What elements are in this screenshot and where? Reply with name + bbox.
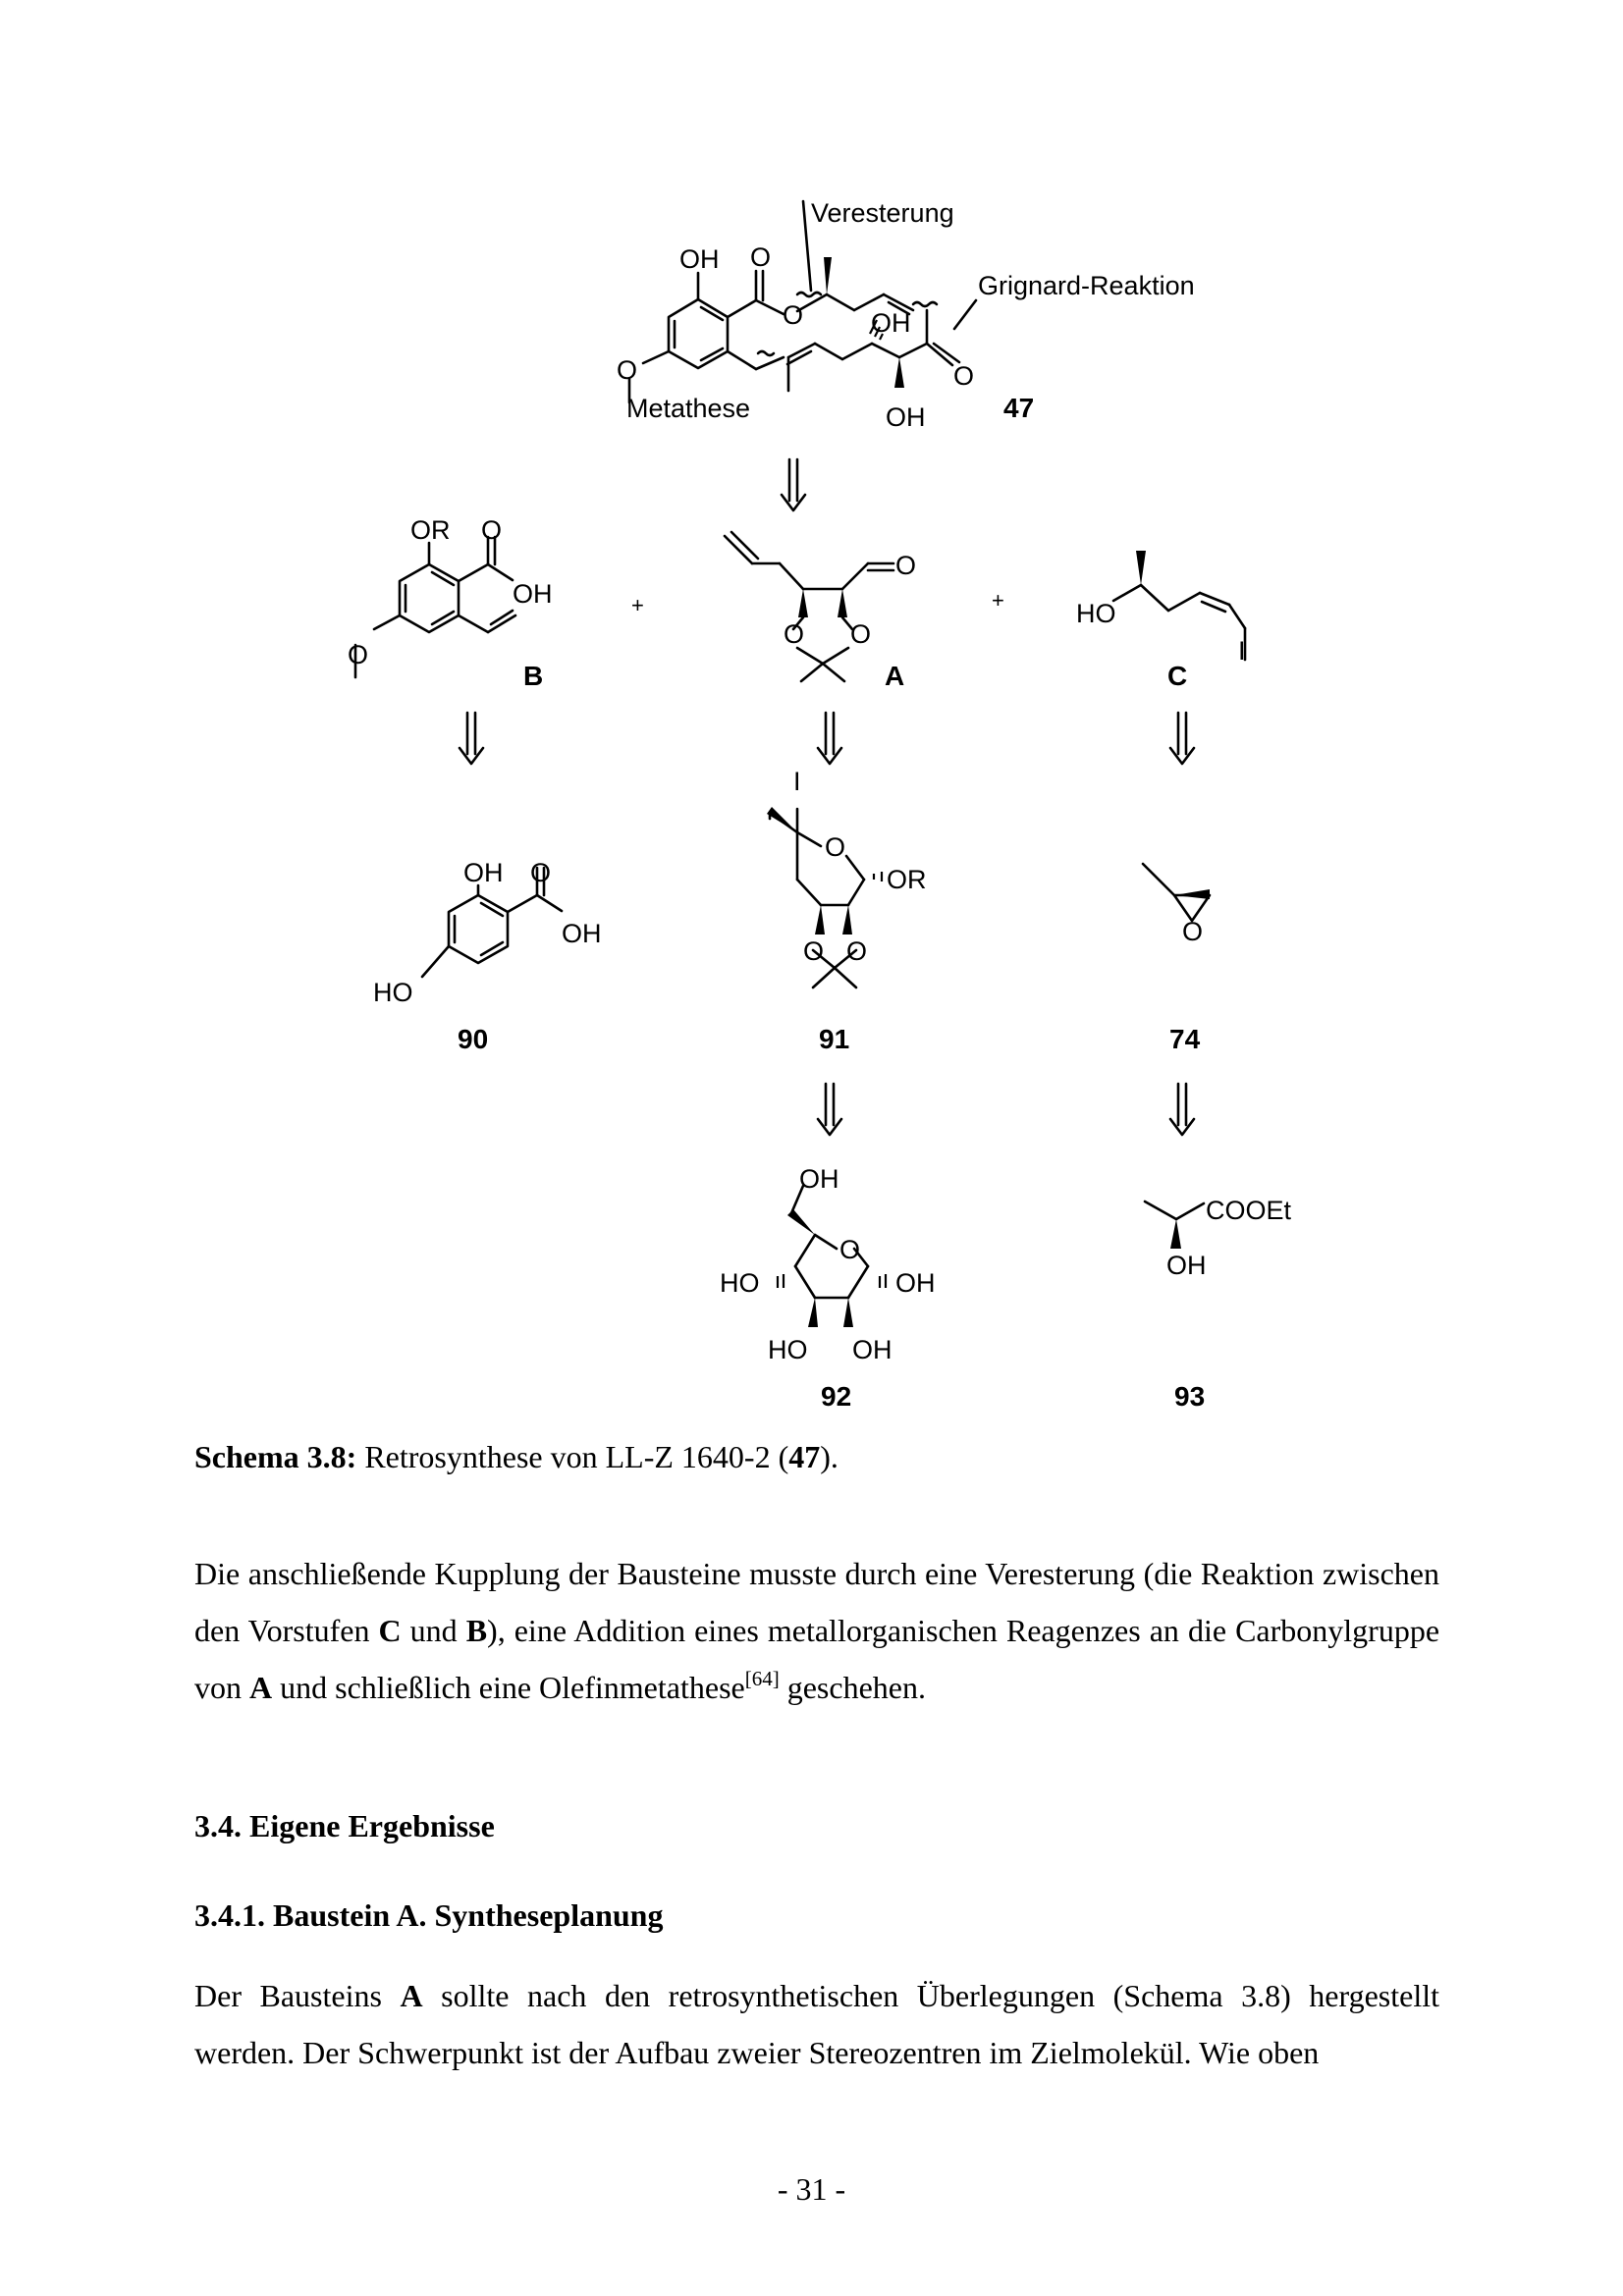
compound-label-b: B bbox=[523, 661, 544, 691]
text-run: ), eine Addition eines metallorganischen Reagenzes an die Carbonylgruppe von bbox=[194, 1613, 1440, 1705]
section-heading: 3.4. Eigene Ergebnisse bbox=[194, 1808, 495, 1843]
atom-ho: HO bbox=[373, 978, 413, 1007]
compound-label-a: A bbox=[885, 661, 905, 691]
atom-oh: OH bbox=[679, 244, 720, 274]
text-run: sollte nach den retrosynthetischen Überlegungen (Schema 3.8) hergestellt werden. Der Schwerpunkt ist der Aufbau zweier Stereozentren im Zielmolekül. Wie oben bbox=[194, 1978, 1440, 2070]
atom-oh: OH bbox=[1166, 1251, 1207, 1280]
atom-ho: HO bbox=[768, 1335, 808, 1364]
plus-sign: + bbox=[992, 588, 1004, 613]
caption-ref: 47 bbox=[788, 1439, 821, 1474]
atom-i: I bbox=[1238, 636, 1246, 666]
atom-o: O bbox=[825, 832, 846, 862]
atom-o: O bbox=[1182, 917, 1204, 946]
atom-cooet: COOEt bbox=[1206, 1196, 1292, 1225]
atom-oh: OH bbox=[871, 308, 911, 338]
compound-label-47: 47 bbox=[1003, 393, 1035, 423]
atom-o: O bbox=[803, 936, 825, 966]
atom-o: O bbox=[750, 242, 772, 272]
structure-c bbox=[1113, 551, 1245, 660]
structure-b bbox=[355, 537, 515, 677]
atom-o: O bbox=[953, 361, 975, 391]
atom-or: OR bbox=[410, 515, 451, 545]
bold-ref: C bbox=[378, 1613, 402, 1648]
atom-o: O bbox=[530, 858, 552, 887]
annotation-grignard: Grignard-Reaktion bbox=[978, 271, 1195, 300]
structure-74 bbox=[1143, 864, 1210, 921]
atom-ho: HO bbox=[720, 1268, 760, 1298]
retro-arrow bbox=[818, 1084, 841, 1135]
citation: [64] bbox=[744, 1667, 780, 1690]
structure-a bbox=[725, 532, 893, 681]
text-run: geschehen. bbox=[779, 1670, 926, 1705]
atom-o: O bbox=[839, 1235, 861, 1264]
atom-o: O bbox=[784, 619, 805, 649]
compound-label-90: 90 bbox=[458, 1024, 489, 1054]
text-run: und bbox=[401, 1613, 466, 1648]
text-run: und schließlich eine Olefinmetathese bbox=[272, 1670, 745, 1705]
atom-o: O bbox=[617, 355, 638, 385]
structure-92 bbox=[778, 1186, 886, 1327]
plus-sign: + bbox=[631, 593, 644, 617]
compound-label-91: 91 bbox=[819, 1024, 850, 1054]
retro-arrow bbox=[1170, 713, 1194, 764]
text-run: Der Bausteins bbox=[194, 1978, 401, 2013]
compound-label-93: 93 bbox=[1174, 1381, 1206, 1412]
compound-label-74: 74 bbox=[1169, 1024, 1201, 1054]
paragraph-planning bbox=[194, 1967, 1439, 2081]
atom-o: O bbox=[481, 515, 503, 545]
retro-arrow bbox=[1170, 1084, 1194, 1135]
atom-o: O bbox=[850, 619, 872, 649]
atom-oh: OH bbox=[852, 1335, 893, 1364]
annotation-esterification: Veresterung bbox=[811, 198, 954, 228]
text-run: Die anschließende Kupplung der Bausteine musste durch eine Veresterung (die Reaktion zwischen den Vorstufen bbox=[194, 1556, 1439, 1648]
compound-label-c: C bbox=[1167, 661, 1188, 691]
caption-text: Retrosynthese von LL-Z 1640-2 ( bbox=[356, 1439, 789, 1474]
atom-o: O bbox=[895, 551, 917, 580]
atom-oh: OH bbox=[799, 1164, 839, 1194]
atom-oh: OH bbox=[895, 1268, 936, 1298]
scheme-caption bbox=[194, 1439, 839, 1475]
atom-oh: OH bbox=[513, 579, 553, 609]
bold-ref: A bbox=[400, 1978, 423, 2013]
retro-arrow bbox=[460, 713, 483, 764]
caption-label: Schema 3.8: bbox=[194, 1439, 357, 1474]
caption-text-end: ). bbox=[820, 1439, 839, 1474]
page-number: - 31 - bbox=[777, 2171, 846, 2207]
atom-oh: OH bbox=[562, 919, 602, 948]
bold-ref: B bbox=[465, 1613, 488, 1648]
atom-o: O bbox=[348, 640, 369, 669]
atom-ho: HO bbox=[1076, 599, 1116, 628]
annotation-metathesis: Metathese bbox=[626, 394, 751, 423]
atom-o: O bbox=[846, 936, 868, 966]
retro-arrow bbox=[782, 459, 805, 510]
compound-label-92: 92 bbox=[821, 1381, 852, 1412]
atom-o: O bbox=[783, 300, 804, 330]
atom-oh: OH bbox=[886, 402, 926, 432]
structure-93 bbox=[1145, 1201, 1204, 1249]
atom-oh: OH bbox=[463, 858, 504, 887]
atom-or: OR bbox=[887, 865, 927, 894]
retro-arrow bbox=[818, 713, 841, 764]
paragraph-coupling bbox=[194, 1545, 1439, 1716]
bold-ref: A bbox=[249, 1670, 273, 1705]
subsection-heading: 3.4.1. Baustein A. Syntheseplanung bbox=[194, 1897, 664, 1933]
atom-i: I bbox=[793, 767, 801, 796]
